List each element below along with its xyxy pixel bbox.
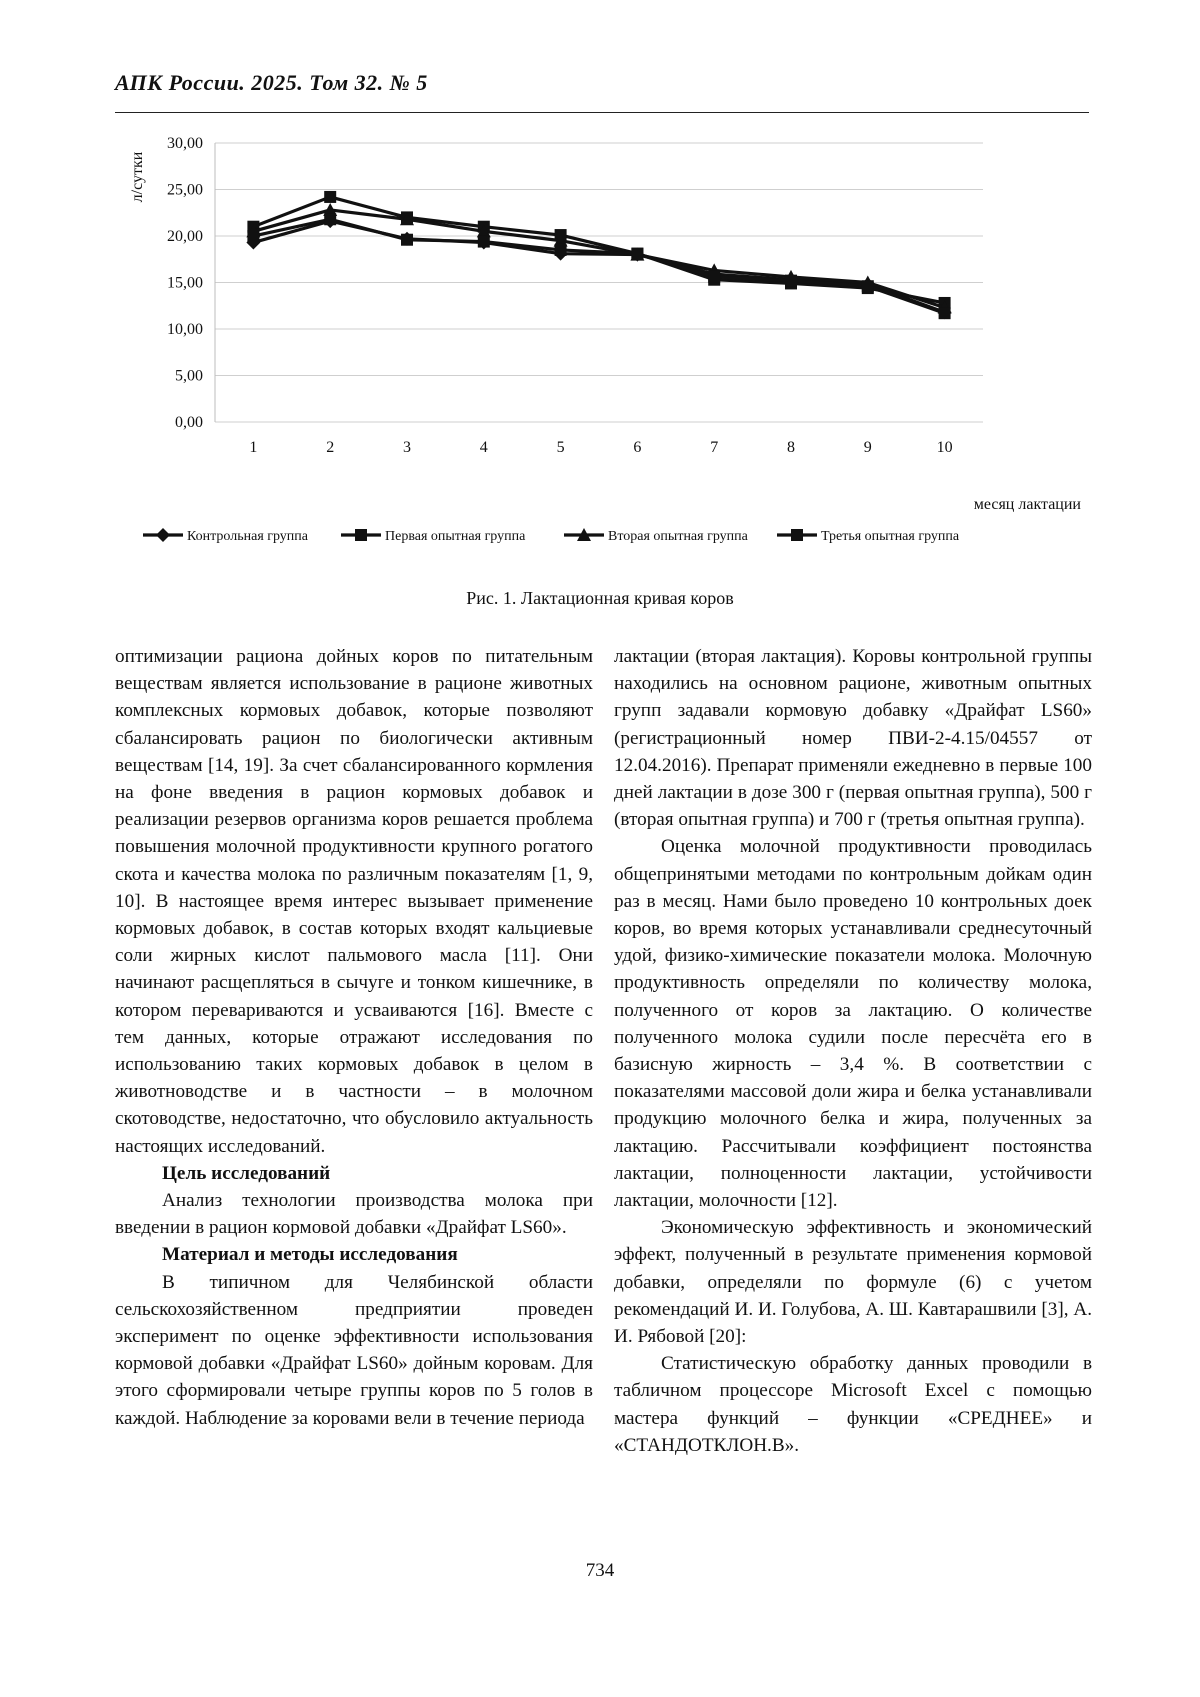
legend-item	[341, 529, 526, 544]
x-tick-label: 2	[326, 439, 335, 456]
header-rule	[115, 112, 1089, 113]
journal-header: АПК России. 2025. Том 32. № 5	[115, 70, 428, 95]
legend-label: Первая опытная группа	[385, 529, 526, 544]
left-text-column	[115, 643, 593, 1432]
page-number: 734	[585, 1560, 615, 1581]
data-point	[939, 307, 951, 319]
x-tick-label: 8	[787, 439, 795, 456]
legend-label: Вторая опытная группа	[608, 529, 748, 544]
series-path	[253, 210, 944, 308]
series-line	[246, 203, 951, 314]
paragraph: Анализ технологии производства молока при введении в рацион кормовой добавки «Драйфат LS60».	[115, 1190, 593, 1239]
y-axis-label: л/сутки	[129, 151, 146, 203]
section-heading: Материал и методы исследования	[162, 1244, 458, 1266]
series-line	[247, 191, 950, 309]
data-point	[791, 529, 803, 541]
series-line	[247, 213, 950, 319]
y-tick-label: 5,00	[175, 367, 203, 385]
x-tick-label: 1	[249, 439, 258, 456]
paragraph: Статистическую обработку данных проводили в табличном процессоре Microsoft Excel с помощью мастера функций – функции «СРЕДНЕЕ» и «СТАНДОТКЛОН.В».	[614, 1353, 1092, 1456]
paragraph: В типичном для Челябинской области сельскохозяйственном предприятии проведен эксперимент по оценке эффективности использования кормовой добавки «Драйфат LS60» дойным коровам. Для этого сформировали четыре группы коров по 5 голов в каждой. Наблюдение за коровами вели в течение периода	[115, 1271, 593, 1429]
y-tick-label: 25,00	[167, 181, 203, 199]
legend-item	[143, 528, 309, 544]
y-tick-label: 0,00	[175, 414, 203, 431]
figure-caption: Рис. 1. Лактационная кривая коров	[466, 588, 734, 608]
series-path	[253, 221, 944, 312]
x-axis-label: месяц лактации	[973, 496, 1081, 513]
legend-item	[777, 529, 960, 544]
right-text-column	[614, 643, 1092, 1459]
x-tick-label: 10	[936, 439, 953, 456]
chart-legend	[143, 528, 960, 544]
x-tick-label: 6	[633, 439, 642, 456]
chart-series	[246, 191, 951, 319]
legend-label: Третья опытная группа	[821, 529, 960, 544]
paragraph: Оценка молочной продуктивности проводилась общепринятыми методами по контрольным дойкам один раз в месяц. Нами было проведено 10 контрольных доек коров, во время которых устанавливали среднесуточный удой, физико-химические показатели молока. Молочную продуктивность определяли по количеству молока, полученного от коров за лактацию. О количестве полученного молока судили после пересчёта его в базисную жирность – 3,4 %. В соответствии с показателями массовой доли жира и белка устанавливали продукцию молочного белка и жира, полученных за лактацию. Рассчитывали коэффициент постоянства лактации, полноценности лактации, устойчивости лактации, молочности [12].	[614, 836, 1092, 1212]
data-point	[555, 244, 567, 256]
y-tick-label: 15,00	[167, 274, 203, 292]
data-point	[247, 230, 259, 242]
legend-item	[564, 528, 749, 544]
y-tick-label: 20,00	[167, 228, 203, 245]
y-tick-label: 30,00	[167, 135, 203, 152]
paragraph: Экономическую эффективность и экономический эффект, полученный в результате применения кормовой добавки, определяли по формуле (6) с учетом рекомендаций И. И. Голубова, А. Ш. Кавтарашвили [3], А. И. Рябовой [20]:	[614, 1217, 1092, 1348]
x-tick-label: 4	[479, 439, 488, 456]
series-path	[253, 219, 944, 313]
paragraph: лактации (вторая лактация). Коровы контрольной группы находились на основном рационе, животным опытных групп задавали кормовую добавку «Драйфат LS60» (регистрационный номер ПВИ-2-4.15/04557 от 12.04.2016). Препарат применяли ежедневно в первые 100 дней лактации в дозе 300 г (первая опытная группа), 500 г (вторая опытная группа) и 700 г (третья опытная группа).	[614, 646, 1092, 831]
lactation-chart	[115, 135, 1095, 555]
data-point	[355, 529, 367, 541]
paragraph: оптимизации рациона дойных коров по питательным веществам является использование в рационе животных комплексных кормовых добавок, которые позволяют сбалансировать рацион по биологически активным веществам [14, 19]. За счет сбалансированного кормления на фоне введения в рацион кормовых добавок и реализации резервов организма коров решается проблема повышения молочной продуктивности крупного рогатого скота и качества молока по различным показателям [1, 9, 10]. В настоящее время интерес вызывает применение кормовых добавок, в состав которых входят кальциевые соли жирных кислот пальмового масла [11]. Они начинают расщепляться в сычуге и тонком кишечнике, в котором перевариваются и усваиваются [16]. Вместе с тем данных, которые отражают исследования по использованию таких кормовых добавок в целом в животноводстве и в частности – в молочном скотоводстве, недостаточно, что обусловило актуальность настоящих исследований.	[115, 646, 593, 1157]
data-point	[708, 271, 720, 283]
x-axis-ticks	[249, 439, 952, 456]
data-point	[324, 213, 336, 225]
series-line	[246, 214, 951, 319]
data-point	[324, 191, 336, 203]
x-tick-label: 3	[403, 439, 411, 456]
data-point	[785, 275, 797, 287]
data-point	[401, 234, 413, 246]
data-point	[862, 280, 874, 292]
data-point	[156, 528, 170, 542]
y-tick-label: 10,00	[167, 321, 203, 338]
x-tick-label: 9	[863, 439, 872, 456]
data-point	[631, 248, 643, 260]
data-point	[478, 236, 490, 248]
section-heading: Цель исследований	[162, 1162, 331, 1184]
y-axis-ticks	[167, 135, 203, 431]
x-tick-label: 7	[710, 439, 719, 456]
x-tick-label: 5	[556, 439, 565, 456]
legend-label: Контрольная группа	[187, 529, 309, 544]
